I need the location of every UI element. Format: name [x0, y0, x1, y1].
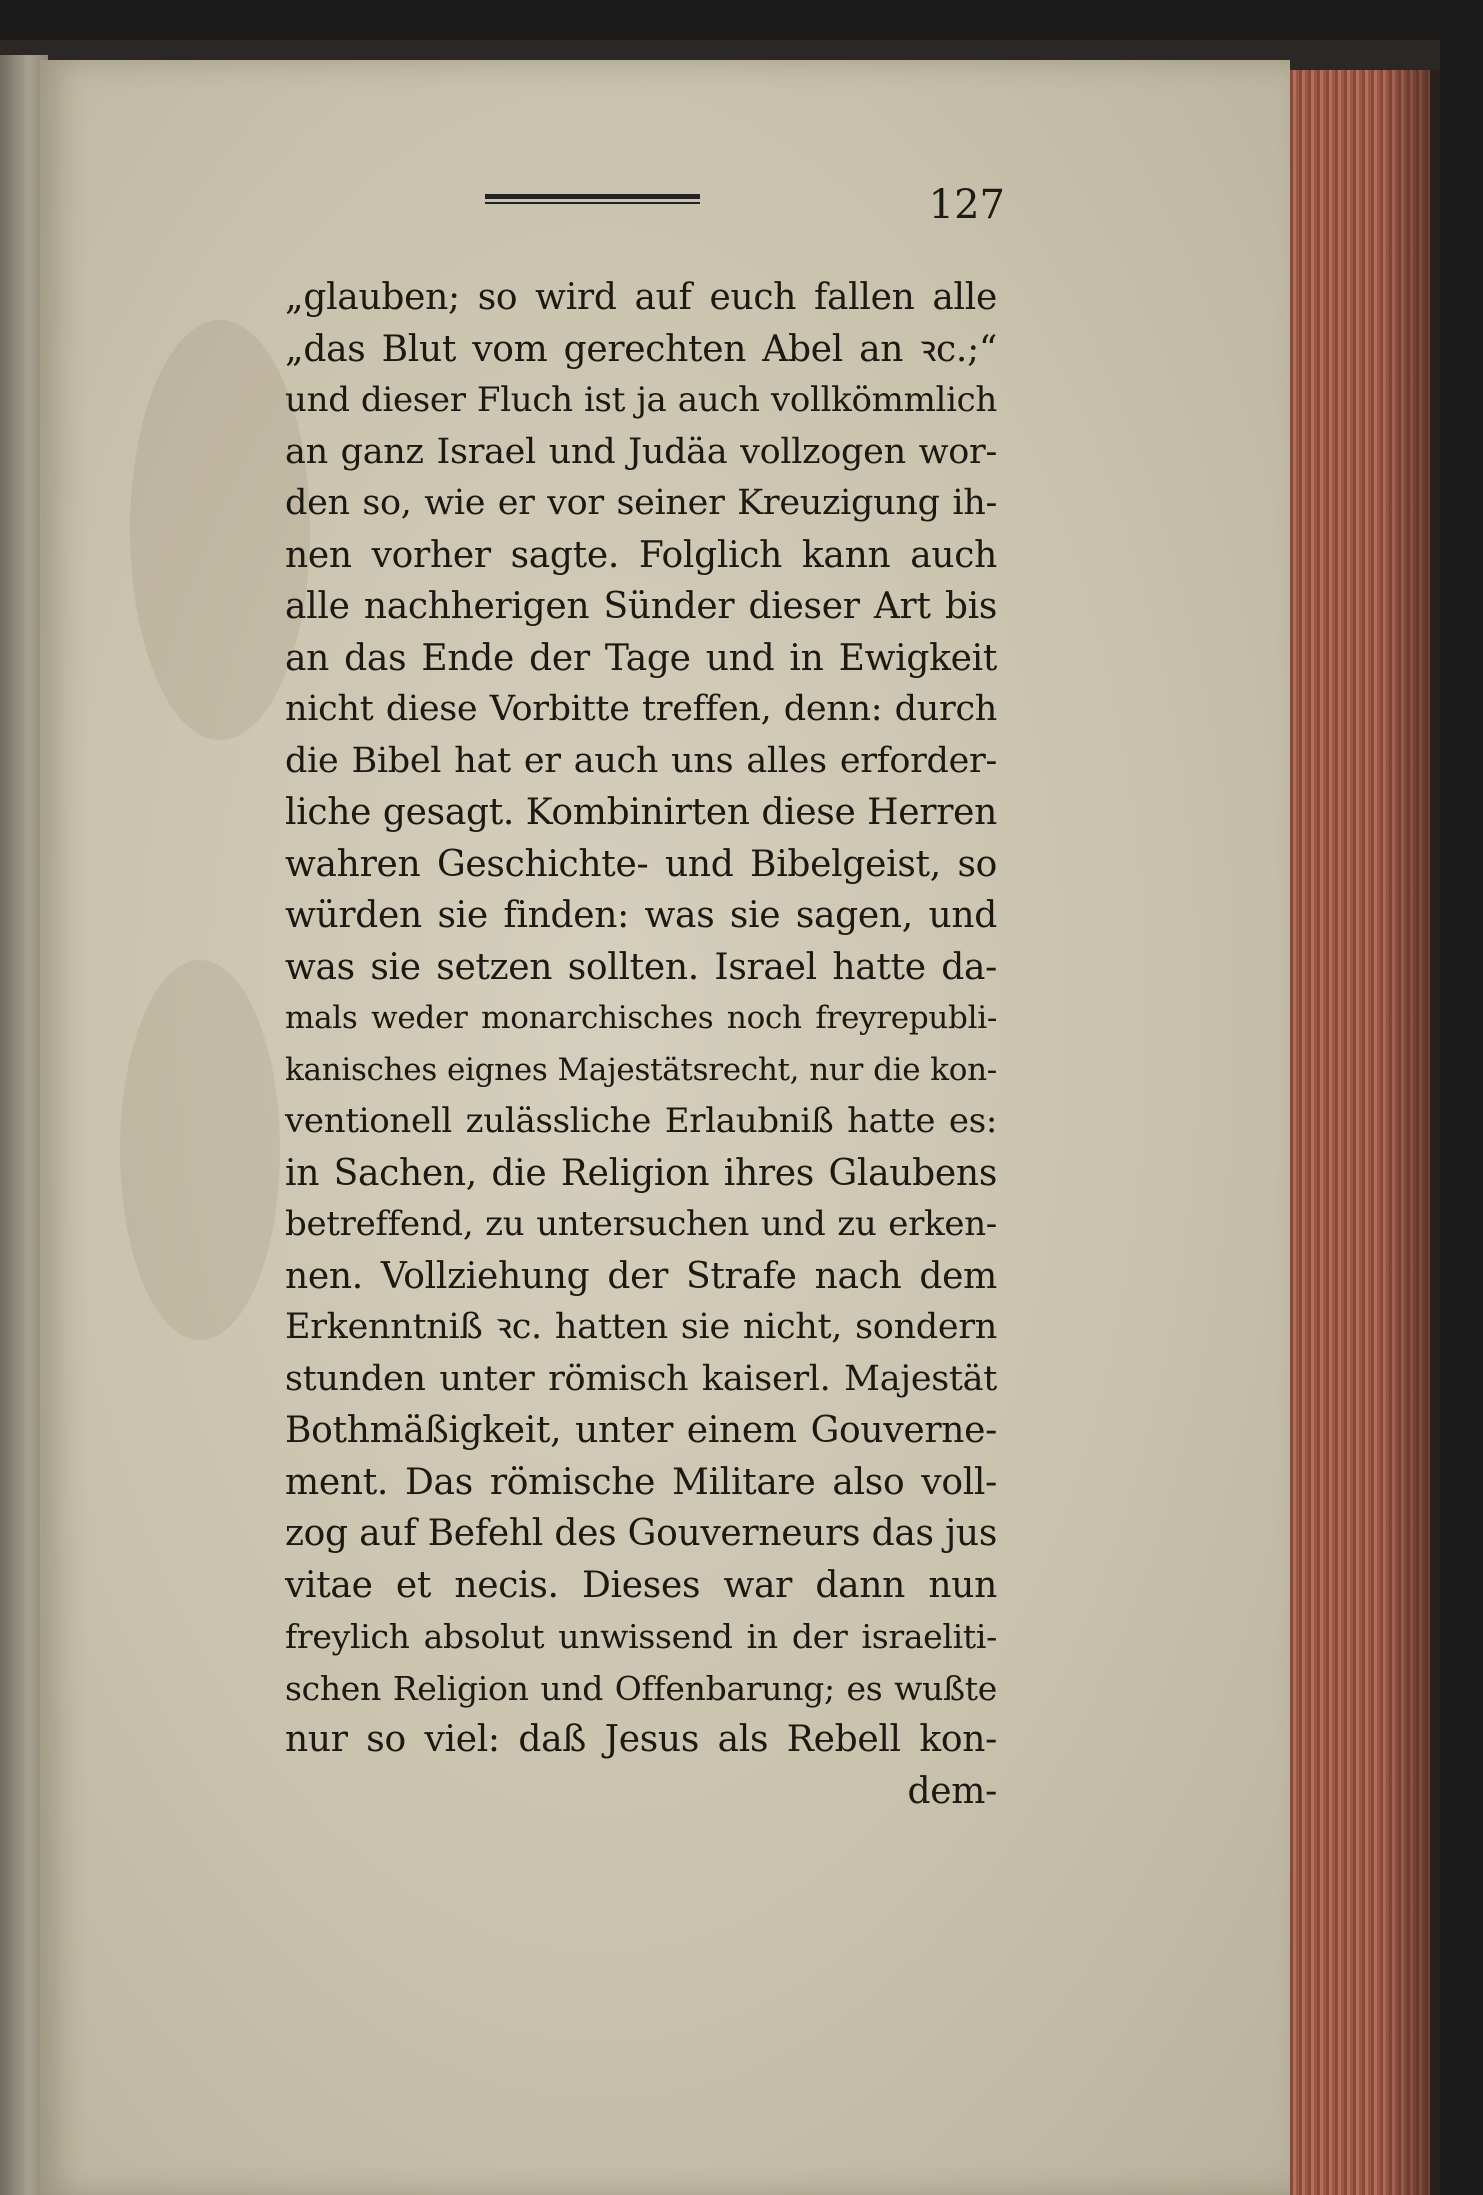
text-line: mals weder monarchisches noch freyrepubli- [285, 1000, 997, 1036]
text-line: freylich absolut unwissend in der israeliti- [285, 1617, 997, 1656]
text-line: würden sie finden: was sie sagen, und [285, 895, 997, 936]
text-line: schen Religion und Offenbarung; es wußte [285, 1668, 997, 1708]
page-number: 127 [928, 182, 1005, 228]
text-line: ventionell zulässliche Erlaubniß hatte es: [285, 1101, 997, 1141]
text-line: nur so viel: daß Jesus als Rebell kon- [285, 1719, 997, 1760]
text-line: wahren Geschichte- und Bibelgeist, so [285, 843, 997, 885]
text-line: den so, wie er vor seiner Kreuzigung ih- [285, 483, 997, 523]
catchword: dem- [907, 1770, 997, 1812]
text-line: was sie setzen sollten. Israel hatte da- [285, 946, 997, 988]
text-line: liche gesagt. Kombinirten diese Herren [285, 792, 997, 833]
text-line: zog auf Befehl des Gouverneurs das jus [285, 1513, 997, 1554]
text-line: „das Blut vom gerechten Abel an ꝛc.;“ [285, 328, 997, 370]
text-line: in Sachen, die Religion ihres Glaubens [285, 1152, 997, 1194]
page-stain [120, 960, 280, 1340]
text-line: kanisches eignes Majestätsrecht, nur die kon- [285, 1051, 997, 1088]
page-stain [130, 320, 310, 740]
text-line: betreffend, zu untersuchen und zu erken- [285, 1204, 997, 1244]
text-line: nicht diese Vorbitte treffen, denn: durch [285, 689, 997, 729]
text-line: Erkenntniß ꝛc. hatten sie nicht, sondern [285, 1307, 997, 1347]
text-line: alle nachherigen Sünder dieser Art bis [285, 586, 997, 627]
header-rule [485, 194, 700, 208]
text-line: ment. Das römische Militare also voll- [285, 1461, 997, 1503]
text-line: die Bibel hat er auch uns alles erforder- [285, 740, 997, 781]
text-line: „glauben; so wird auf euch fallen alle [285, 277, 997, 318]
text-line: nen. Vollziehung der Strafe nach dem [285, 1255, 997, 1297]
text-line: Bothmäßigkeit, unter einem Gouverne- [285, 1410, 997, 1451]
page-edges-shadow [1380, 70, 1440, 2195]
text-line: an das Ende der Tage und in Ewigkeit [285, 637, 997, 679]
text-line: stunden unter römisch kaiserl. Majestät [285, 1358, 997, 1399]
text-line: und dieser Fluch ist ja auch vollkömmlich [285, 380, 997, 420]
text-line: nen vorher sagte. Folglich kann auch [285, 534, 997, 576]
text-line: an ganz Israel und Judäa vollzogen wor- [285, 431, 997, 472]
body-text [285, 272, 997, 1817]
text-line: vitae et necis. Dieses war dann nun [285, 1564, 997, 1606]
